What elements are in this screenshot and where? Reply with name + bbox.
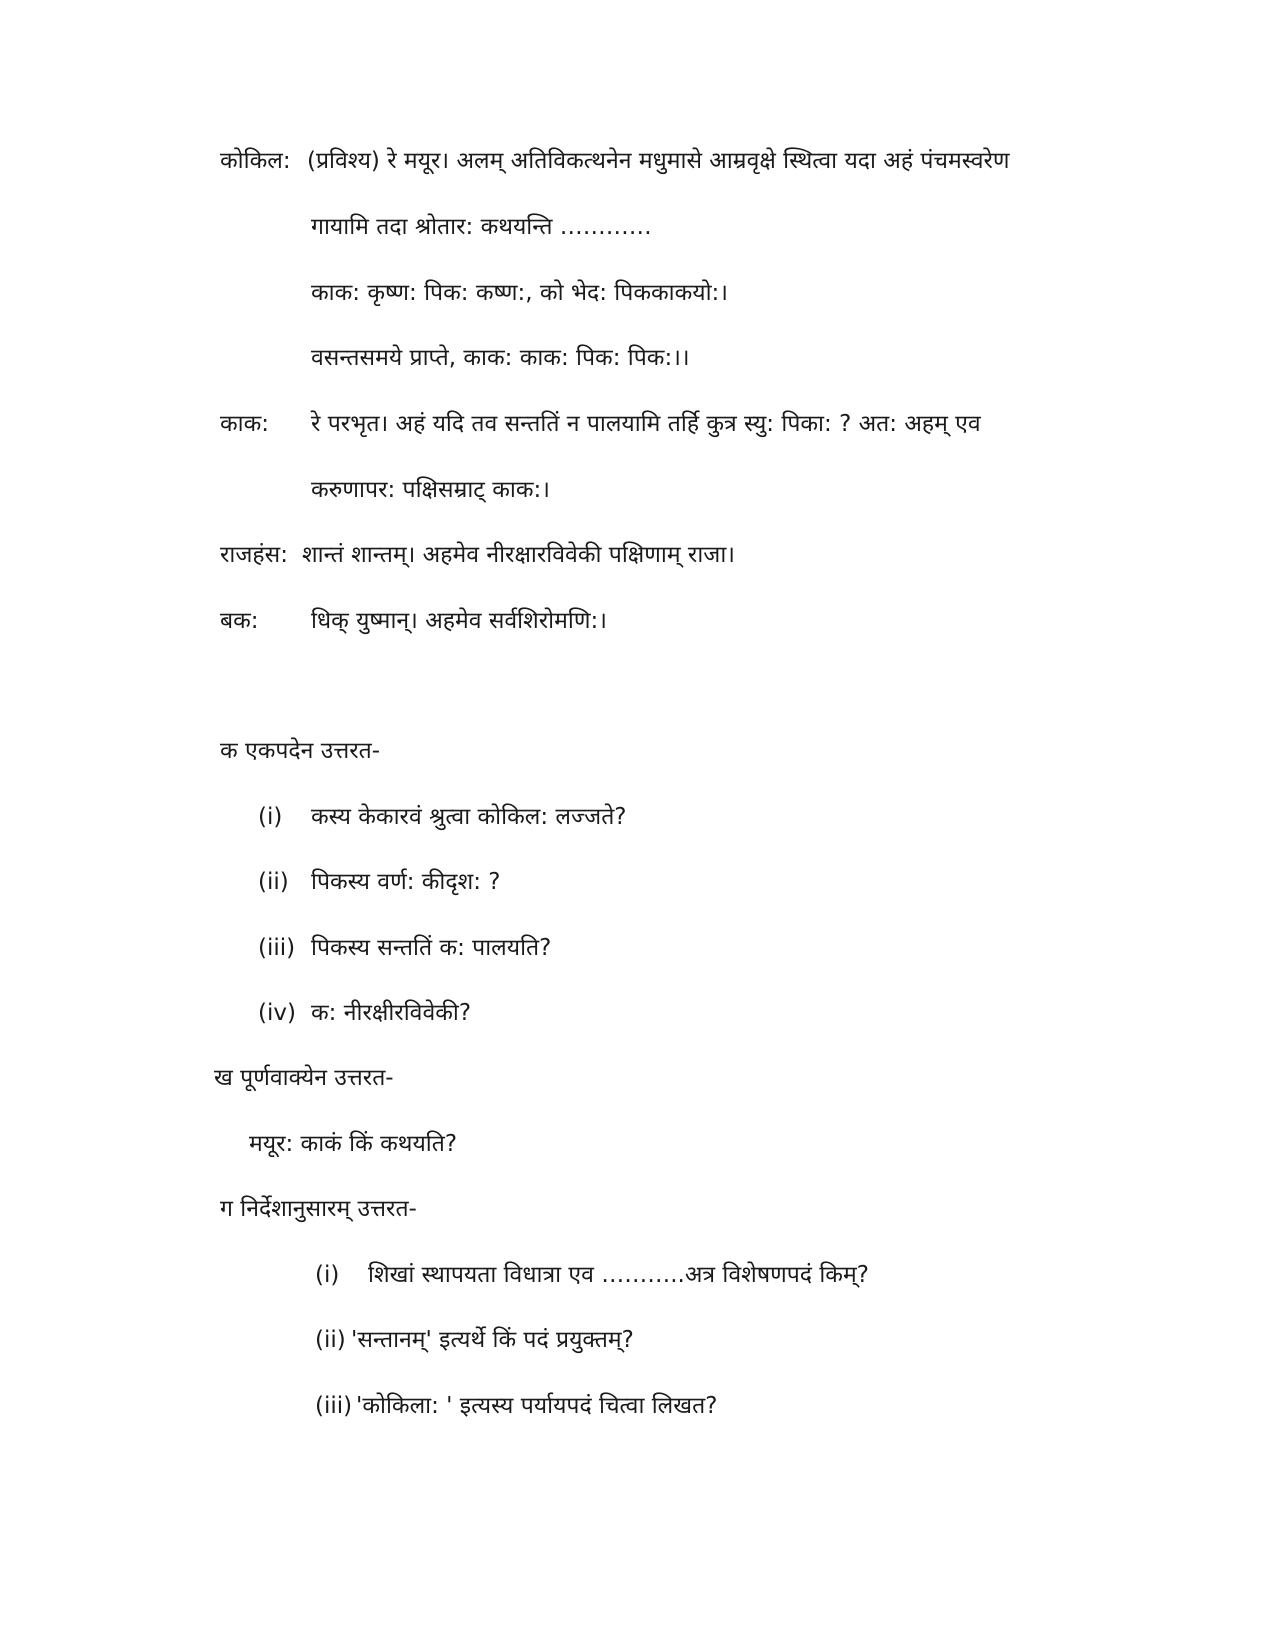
section-ga-heading: ग निर्देशानुसारम् उत्तरत- — [220, 1196, 417, 1222]
question-number: (iii) — [315, 1393, 353, 1419]
question-text: पिकस्य वर्ण: कीदृश: ? — [311, 869, 501, 895]
question-text: पिकस्य सन्ततिं क: पालयति? — [311, 935, 552, 961]
dialogue-kaak-line-2: करुणापर: पक्षिसम्राट् काक:। — [311, 477, 550, 503]
section-kha-question: मयूर: काकं किं कथयति? — [249, 1131, 458, 1157]
question-number: (iii) — [258, 935, 296, 961]
dialogue-text: (प्रविश्य) रे मयूर। अलम् अतिविकत्थनेन मधुमासे आम्रवृक्षे स्थित्वा यदा अहं पंचमस्वरेण — [307, 148, 1010, 174]
section-kha-heading: ख पूर्णवाक्येन उत्तरत- — [214, 1065, 394, 1091]
dialogue-text: रे परभृत। अहं यदि तव सन्ततिं न पालयामि तर्हि कुत्र स्यु: पिका: ? अत: अहम् एव — [311, 411, 981, 437]
dialogue-kokil-line-4: वसन्तसमये प्राप्ते, काक: काक: पिक: पिक:।। — [311, 345, 690, 371]
dialogue-kokil-line-3: काक: कृष्ण: पिक: कष्ण:, को भेद: पिककाकयो:। — [311, 280, 729, 306]
question-text: शिखां स्थापयता विधात्रा एव ………..अत्र विशेषणपदं किम्? — [368, 1262, 869, 1288]
speaker-kokil: कोकिल: — [220, 148, 291, 174]
question-text: क: नीरक्षीरविवेकी? — [311, 1000, 472, 1026]
question-text: कस्य केकारवं श्रुत्वा कोकिल: लज्जते? — [311, 804, 627, 830]
speaker-bak: बक: — [220, 608, 259, 634]
dialogue-kokil-line-2: गायामि तदा श्रोतार: कथयन्ति ………… — [311, 214, 652, 240]
question-number: (i) — [258, 804, 283, 830]
dialogue-text: धिक् युष्मान्। अहमेव सर्वशिरोमणि:। — [311, 608, 607, 634]
dialogue-text: शान्तं शान्तम्। अहमेव नीरक्षारविवेकी पक्षिणाम् राजा। — [302, 542, 736, 568]
question-text: 'कोकिला: ' इत्यस्य पर्यायपदं चित्वा लिखत? — [356, 1393, 718, 1419]
speaker-kaak: काक: — [220, 411, 270, 437]
question-number: (ii) — [258, 869, 289, 895]
section-ka-heading: क एकपदेन उत्तरत- — [220, 738, 381, 764]
speaker-rajhans: राजहंस: — [220, 542, 288, 568]
question-text: 'सन्तानम्' इत्यर्थे किं पदं प्रयुक्तम्? — [351, 1327, 634, 1353]
question-number: (ii) — [315, 1327, 346, 1353]
question-number: (i) — [315, 1262, 340, 1288]
question-number: (iv) — [258, 1000, 296, 1026]
